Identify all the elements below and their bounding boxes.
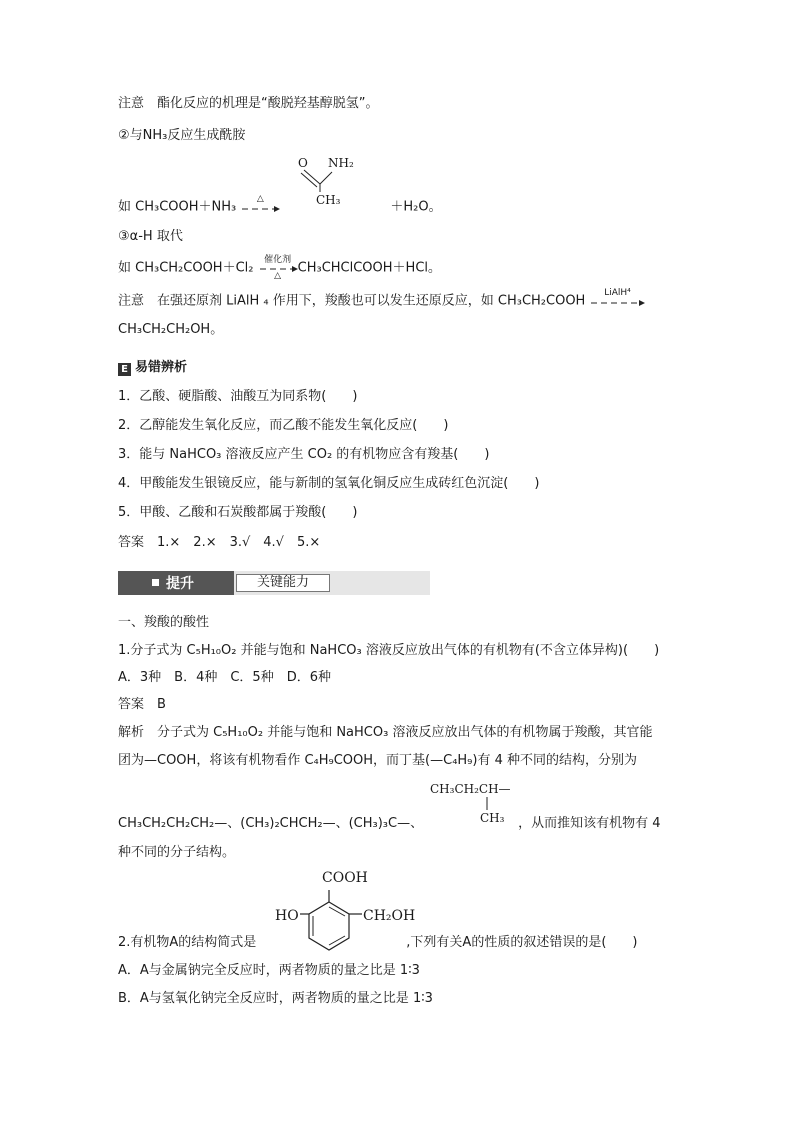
error-question-1: 1．乙酸、硬脂酸、油酸互为同系物( ) <box>118 389 358 404</box>
error-question-5: 5．甲酸、乙酸和石炭酸都属于羧酸( ) <box>118 505 358 520</box>
problem1-question: 1.分子式为 C₅H₁₀O₂ 并能与饱和 NaHCO₃ 溶液反应放出气体的有机物有(不含立体异构)( ) <box>118 643 660 658</box>
cooh-label: COOH <box>322 870 368 886</box>
error-badge-icon: E <box>118 363 131 376</box>
problem1-explanation-3: CH₃CH₂CH₂CH₂—、(CH₃)₂CHCH₂—、(CH₃)₃C—、 ，从而推知该有机物有 4 <box>118 816 661 831</box>
reaction-arrow-catalyst: 催化剂 △ <box>258 259 298 277</box>
branch-bond <box>485 797 489 811</box>
amide-nh2: NH₂ <box>328 156 354 170</box>
amide-bonds <box>296 168 340 194</box>
errors-heading: E 易错辨析 <box>118 359 187 377</box>
error-question-4: 4．甲酸能发生银镜反应，能与新制的氢氧化铜反应生成砖红色沉淀( ) <box>118 476 540 491</box>
branch-bottom: CH₃ <box>480 811 505 825</box>
problem1-explanation-2: 团为—COOH，将该有机物看作 C₄H₉COOH，而丁基(—C₄H₉)有 4 种不同的结构，分别为 <box>118 753 637 768</box>
problem2-option-a: A．A与金属钠完全反应时，两者物质的量之比是 1∶3 <box>118 963 420 978</box>
branch-top: CH₃CH₂CH— <box>430 782 511 796</box>
problem2-question: 2.有机物A的结构简式是 ,下列有关A的性质的叙述错误的是( ) <box>118 935 638 950</box>
problem1-explanation-1: 解析 分子式为 C₅H₁₀O₂ 并能与饱和 NaHCO₃ 溶液反应放出气体的有机物属于羧酸，其官能 <box>118 725 653 740</box>
item-amide-title: ②与NH₃反应生成酰胺 <box>118 128 246 143</box>
section-subtitle-box: 关键能力 <box>236 574 330 592</box>
problem2-option-b: B．A与氢氧化钠完全反应时，两者物质的量之比是 1∶3 <box>118 991 433 1006</box>
reaction-arrow-lialh4: LiAlH⁴ <box>589 292 645 310</box>
error-question-3: 3．能与 NaHCO₃ 溶液反应产生 CO₂ 的有机物应含有羧基( ) <box>118 447 490 462</box>
amide-oxygen: O <box>298 156 308 170</box>
amide-ch3: CH₃ <box>316 193 341 207</box>
equation-amide: 如 CH₃COOH＋NH₃ △ ＋H₂O。 <box>118 194 442 215</box>
note-esterification: 注意 酯化反应的机理是“酸脱羟基醇脱氢”。 <box>118 96 379 111</box>
error-answers: 答案 1.× 2.× 3.√ 4.√ 5.× <box>118 535 321 550</box>
section-banner <box>118 571 430 595</box>
sub-heading: 一、羧酸的酸性 <box>118 615 210 630</box>
note-reduction-line2: CH₃CH₂CH₂OH。 <box>118 322 224 337</box>
equation-chlorination: 如 CH₃CH₂COOH＋Cl₂ 催化剂 △ CH₃CHClCOOH＋HCl。 <box>118 255 442 281</box>
problem1-options: A．3种 B．4种 C．5种 D．6种 <box>118 670 331 685</box>
ch2oh-label: CH₂OH <box>363 908 416 924</box>
note-reduction-line1: 注意 在强还原剂 LiAlH ₄ 作用下，羧酸也可以发生还原反应，如 CH₃CH₂COOH LiAlH⁴ <box>118 292 645 311</box>
square-icon <box>152 579 159 586</box>
ho-label: HO <box>275 908 299 924</box>
problem1-answer: 答案 B <box>118 697 166 712</box>
section-title: 提升 <box>166 576 194 592</box>
reaction-arrow-heat: △ <box>240 198 280 216</box>
error-question-2: 2．乙醇能发生氧化反应，而乙酸不能发生氧化反应( ) <box>118 418 449 433</box>
problem1-explanation-4: 种不同的分子结构。 <box>118 845 236 860</box>
item-alpha-h-title: ③α-H 取代 <box>118 229 183 244</box>
